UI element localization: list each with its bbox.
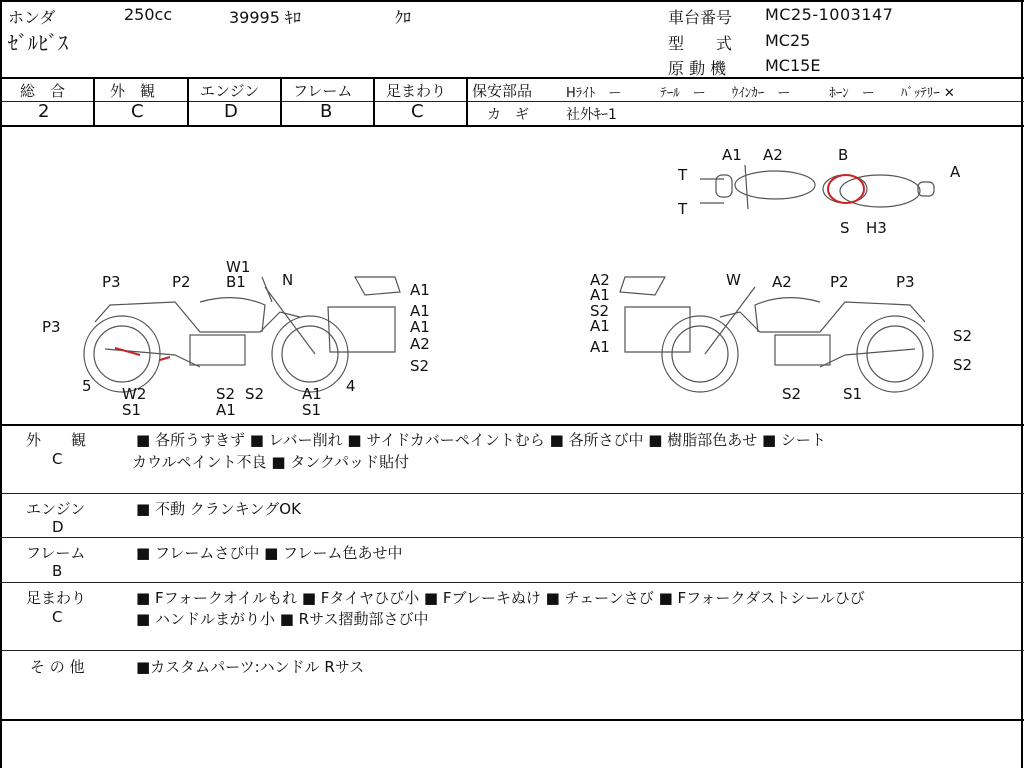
chassis-number-label: 車台番号 <box>668 8 733 27</box>
diag-right-a1-c: A1 <box>590 338 610 356</box>
grade-col-divider-5 <box>466 78 468 126</box>
damage-diagram <box>0 127 1024 423</box>
diag-right-s1: S1 <box>843 385 863 403</box>
divider-diagram <box>0 424 1024 426</box>
diag-top-t-2: T <box>678 200 688 218</box>
remark-label-engine: エンジン <box>26 500 86 518</box>
diag-left-a1-1: A1 <box>410 281 430 299</box>
engine-model-value: MC15E <box>765 56 821 75</box>
diag-left-s1: S1 <box>122 401 142 419</box>
left-view-motorcycle <box>84 277 400 392</box>
remark-text-suspension-2: ■ ハンドルまがり小 ■ Rサス摺動部さび中 <box>136 610 429 628</box>
divider-remark-1 <box>0 493 1024 494</box>
diag-left-w1: W1 <box>226 258 251 276</box>
diag-left-s1-c: S1 <box>302 401 322 419</box>
remark-grade-frame: B <box>52 562 63 580</box>
diag-right-p3: P3 <box>896 273 915 291</box>
model-type-label: 型 式 <box>668 34 733 53</box>
remark-text-engine-1: ■ 不動 クランキングOK <box>136 500 301 518</box>
diag-top-a1: A1 <box>722 146 742 164</box>
diag-left-s2: S2 <box>410 357 430 375</box>
diag-right-p2: P2 <box>830 273 849 291</box>
diag-left-w2: W2 <box>122 385 147 403</box>
diag-right-s2-b: S2 <box>953 327 973 345</box>
diag-left-a1-3: A1 <box>410 318 430 336</box>
divider-remark-4 <box>0 650 1024 651</box>
divider-remark-2 <box>0 537 1024 538</box>
body-color: ｸﾛ <box>395 8 412 27</box>
diag-right-a2-b: A2 <box>772 273 792 291</box>
diag-left-s2-c: S2 <box>245 385 265 403</box>
grade-header-suspension: 足まわり <box>386 82 447 100</box>
sheet-border-top <box>0 0 1024 2</box>
grade-value-engine: D <box>224 101 238 122</box>
mileage: 39995 ｷﾛ <box>229 8 301 27</box>
grade-value-exterior: C <box>131 101 144 122</box>
grade-header-frame: フレーム <box>293 82 353 100</box>
diag-right-a1: A1 <box>590 286 610 304</box>
remark-text-exterior-2: カウルペイント不良 ■ タンクパッド貼付 <box>132 453 410 471</box>
grade-value-frame: B <box>320 101 333 122</box>
grade-header-exterior: 外 観 <box>110 82 156 100</box>
model-type-value: MC25 <box>765 31 811 50</box>
remark-grade-suspension: C <box>52 608 63 626</box>
diag-left-p3: P3 <box>42 318 61 336</box>
top-view-motorcycle <box>700 165 934 209</box>
remark-text-frame-1: ■ フレームさび中 ■ フレーム色あせ中 <box>136 544 403 562</box>
grade-col-divider-3 <box>280 78 282 126</box>
diag-right-a1-b: A1 <box>590 317 610 335</box>
remark-grade-exterior: C <box>52 450 63 468</box>
diag-left-a1-b: A1 <box>216 401 236 419</box>
remark-label-frame: フレーム <box>26 544 86 562</box>
grade-col-divider-2 <box>187 78 189 126</box>
diag-left-s2-b: S2 <box>216 385 236 403</box>
key-label: カ ギ <box>487 107 529 123</box>
diag-top-s: S <box>840 219 850 237</box>
right-view-motorcycle <box>620 277 933 392</box>
diag-top-t-1: T <box>678 166 688 184</box>
grade-col-divider-1 <box>93 78 95 126</box>
diag-left-4: 4 <box>346 377 356 395</box>
remark-label-suspension: 足まわり <box>26 589 87 607</box>
safety-parts-items: Hﾗｲﾄ ー ﾃｰﾙ ー ｳｲﾝｶｰ ー ﾎｰﾝ ー ﾊﾞｯﾃﾘｰ ✕ <box>566 86 955 101</box>
diag-left-a1-2: A1 <box>410 302 430 320</box>
diag-right-w: W <box>726 271 741 289</box>
diag-left-a1-c: A1 <box>302 385 322 403</box>
divider-grade-mid <box>0 101 1024 102</box>
divider-bottom <box>0 719 1024 721</box>
remark-text-exterior-1: ■ 各所うすきず ■ レバー削れ ■ サイドカバーペイントむら ■ 各所さび中 ■ 樹脂部色あせ ■ シート <box>136 431 826 449</box>
grade-value-overall: 2 <box>38 101 50 122</box>
displacement: 250cc <box>124 5 173 24</box>
key-value: 社外ｷｰ1 <box>566 107 617 123</box>
diag-right-a2: A2 <box>590 271 610 289</box>
chassis-number-value: MC25-1003147 <box>765 5 894 24</box>
diag-left-p3-top: P3 <box>102 273 121 291</box>
diag-right-s2: S2 <box>590 302 610 320</box>
diag-left-p2: P2 <box>172 273 191 291</box>
remark-label-other: そ の 他 <box>30 658 85 676</box>
diag-right-s2-d: S2 <box>782 385 802 403</box>
grade-col-divider-4 <box>373 78 375 126</box>
engine-model-label: 原 動 機 <box>668 59 727 78</box>
grade-value-suspension: C <box>411 101 424 122</box>
remark-label-exterior: 外 観 <box>26 431 87 449</box>
maker-name: ホンダ <box>8 8 56 27</box>
model-name: ｾﾞﾙﾋﾞｽ <box>8 31 68 55</box>
remark-text-other-1: ■カスタムパーツ:ハンドル Rサス <box>136 658 365 676</box>
diag-top-h3: H3 <box>866 219 887 237</box>
divider-header <box>0 77 1024 79</box>
grade-header-engine: エンジン <box>200 82 260 100</box>
divider-remark-3 <box>0 582 1024 583</box>
diag-top-b: B <box>838 146 849 164</box>
diag-top-a: A <box>950 163 961 181</box>
diag-top-a2: A2 <box>763 146 783 164</box>
diag-left-n: N <box>282 271 294 289</box>
grade-header-overall: 総 合 <box>20 82 66 100</box>
safety-parts-label: 保安部品 <box>472 82 533 100</box>
remark-grade-engine: D <box>52 518 64 536</box>
diag-left-5: 5 <box>82 377 92 395</box>
diag-left-a2: A2 <box>410 335 430 353</box>
remark-text-suspension-1: ■ Fフォークオイルもれ ■ Fタイヤひび小 ■ Fブレーキぬけ ■ チェーンさび ■ Fフォークダストシールひび <box>136 589 865 607</box>
diag-left-b1: B1 <box>226 273 246 291</box>
diag-right-s2-c: S2 <box>953 356 973 374</box>
